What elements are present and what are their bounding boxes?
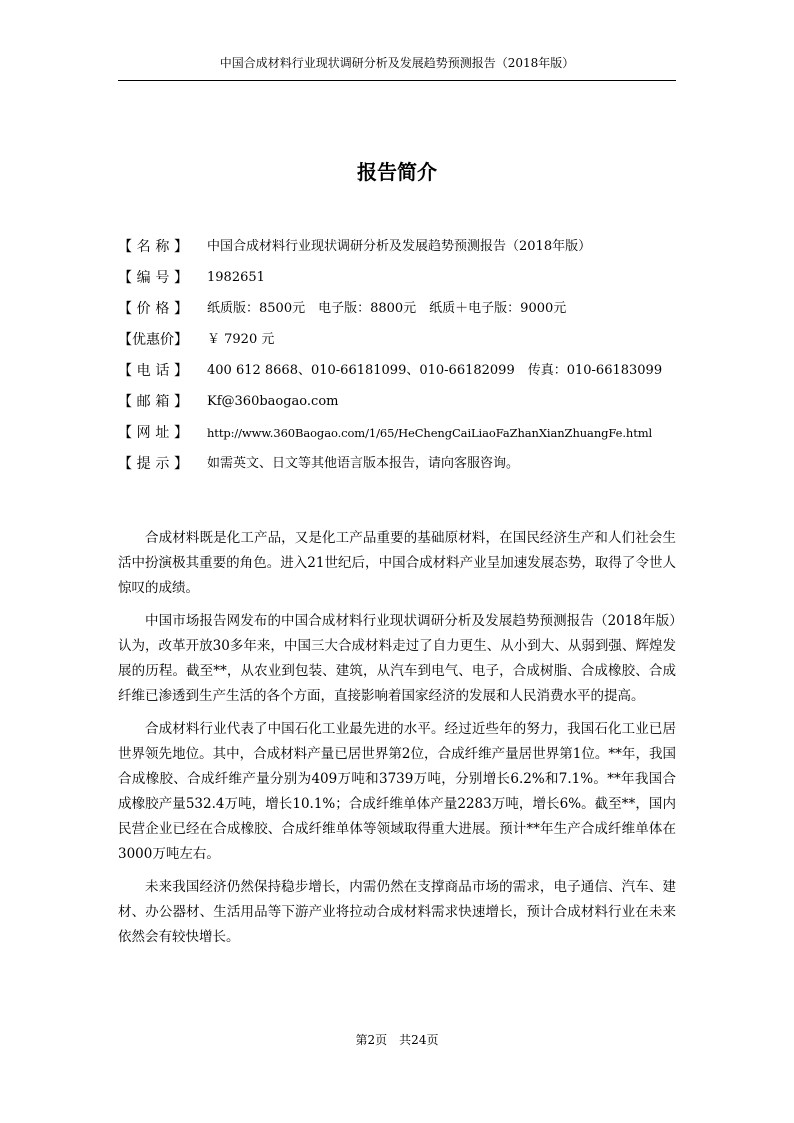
- info-row-discount-price: [118, 330, 678, 361]
- body-paragraph: 合成材料行业代表了中国石化工业最先进的水平。经过近些年的努力，我国石化工业已居世界领先地位。其中，合成材料产量已居世界第2位，合成纤维产量居世界第1位。**年，我国合成橡胶、合成纤维产量分别为409万吨和3739万吨，分别增长6.2%和7.1%。**年我国合成橡胶产量532.4万吨，增长10.1%；合成纤维单体产量2283万吨，增长6%。截至**，国内民营企业已经在合成橡胶、合成纤维单体等领域取得重大进展。预计**年生产合成纤维单体在3000万吨左右。: [118, 721, 676, 862]
- info-row-name: [118, 237, 678, 268]
- info-row-notice: [118, 454, 678, 485]
- info-value-phone: 400 612 8668、010-66181099、010-66182099 传真：010-66183099: [207, 363, 663, 378]
- info-label: 【 提 示 】: [118, 456, 188, 472]
- page-number: 第2页 共24页: [355, 1033, 439, 1047]
- info-label: 【 邮 箱 】: [118, 394, 188, 410]
- info-label: 【 名 称 】: [118, 239, 188, 255]
- info-row-website: [118, 423, 678, 454]
- info-label: 【 电 话 】: [118, 363, 188, 379]
- info-row-phone: [118, 361, 678, 392]
- info-row-email: [118, 392, 678, 423]
- info-label: 【 编 号 】: [118, 270, 188, 286]
- info-label: 【 网 址 】: [118, 425, 188, 441]
- info-value-notice: 如需英文、日文等其他语言版本报告，请向客服咨询。: [207, 456, 520, 471]
- info-value-website-link[interactable]: http://www.360Baogao.com/1/65/HeChengCaiLiaoFaZhanXianZhuangFe.html: [207, 426, 653, 440]
- body-paragraph: 合成材料既是化工产品，又是化工产品重要的基础原材料，在国民经济生产和人们社会生活中扮演极其重要的角色。进入21世纪后，中国合成材料产业呈加速发展态势，取得了令世人惊叹的成绩。: [118, 530, 676, 596]
- body-paragraph: 未来我国经济仍然保持稳步增长，内需仍然在支撑商品市场的需求，电子通信、汽车、建材、办公器材、生活用品等下游产业将拉动合成材料需求快速增长，预计合成材料行业在未来依然会有较快增长。: [118, 879, 676, 945]
- info-value-email[interactable]: Kf@360baogao.com: [207, 394, 339, 409]
- page-title: 报告简介: [357, 160, 437, 184]
- info-row-price: [118, 299, 678, 330]
- info-value-number: 1982651: [207, 270, 265, 285]
- body-paragraph: 中国市场报告网发布的中国合成材料行业现状调研分析及发展趋势预测报告（2018年版）认为，改革开放30多年来，中国三大合成材料走过了自力更生、从小到大、从弱到强、辉煌发展的历程。截至**，从农业到包装、建筑，从汽车到电气、电子，合成树脂、合成橡胶、合成纤维已渗透到生产生活的各个方面，直接影响着国家经济的发展和人民消费水平的提高。: [118, 613, 676, 704]
- info-label: 【 优惠价 】: [118, 332, 188, 348]
- info-value-name: 中国合成材料行业现状调研分析及发展趋势预测报告（2018年版）: [207, 239, 592, 254]
- report-body: [118, 526, 676, 958]
- info-value-discount-price: ￥ 7920 元: [207, 332, 275, 347]
- info-value-price: 纸质版：8500元 电子版：8800元 纸质＋电子版：9000元: [207, 301, 567, 316]
- info-label: 【 价 格 】: [118, 301, 188, 317]
- report-info-table: [118, 237, 678, 485]
- header-divider: [118, 80, 676, 81]
- running-header-title: 中国合成材料行业现状调研分析及发展趋势预测报告（2018年版）: [219, 56, 575, 70]
- info-row-number: [118, 268, 678, 299]
